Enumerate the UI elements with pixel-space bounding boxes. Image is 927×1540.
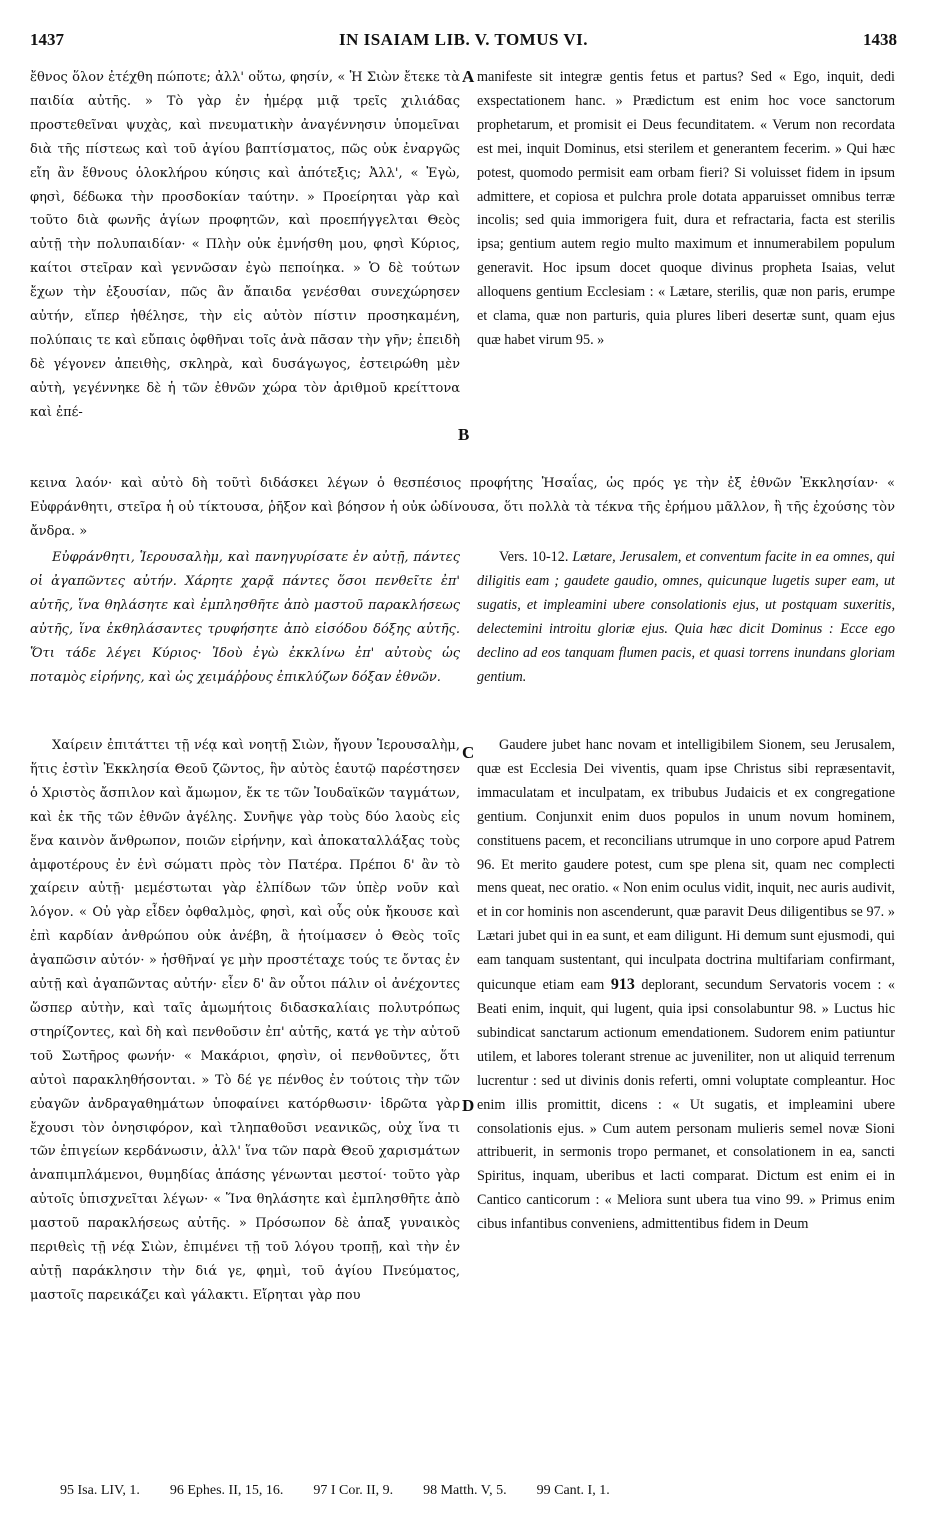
footnote: 97 I Cor. II, 9. <box>313 1483 394 1498</box>
running-header <box>30 30 897 56</box>
latin-commentary: Gaudere jubet hanc novam et intelligibilem Sionem, seu Jerusalem, quæ est Ecclesia Dei viventis, quam ipse Christus sibi repræsentavit, immaculatam et inculpatam, ex tribubus Judaicis et ex congregatione gentium. Conjunxit enim duos populos in unum novum hominem, constituens pacem, et reconcilians utrumque in uno corpore apud Patrem 96. Et merito gaudere potest, cum spe plena sit, quam nec complecti mens queat, nec oratio. « Non enim oculus vidit, inquit, nec auris audivit, et in cor hominis non ascenderunt, quæ paravit Deus diligentibus se 97. » Lætari jubet qui in ea sunt, et eam diligunt. Hi demum sunt ejusmodi, qui eam tanquam sustentant, qui inculpata doctrina multifariam confirmant, quicunque etiam eam 913 deplorant, secundum Servatoris vocem : « Beati enim, inquit, qui lugent, quia ipsi consolabuntur 98. » Luctus hic subindicat sanctarum actionum emendationem. Sudorem enim patiuntur utilem, et labores tolerant strenue ac juveniliter, non ut aliquid terrenum lucrentur : sed ut divinis donis referti, omni voluptate compleantur. Hoc enim illis promittit, dicens : « Ut sugatis, et impleamini ubere consolationis ejus. » Cum autem personam mulieris semel novæ Sioni attribuerit, in sermonis tropo permanet, et consolationem in ea, sancti Spiritus, inquam, uberibus et lacti comparat. Dictum est enim ei in Cantico canticorum : « Meliora sunt ubera tua vino 99. » Primus enim cibus infantibus conveniens, admittentibus fidem in Deum <box>477 737 895 1233</box>
column-number: 913 <box>610 976 635 994</box>
latin-text-top: manifeste sit integræ gentis fetus et partus? Sed « Ego, inquit, dedi exspectationem hanc. » Prædictum est enim hoc voce sanctorum prophetarum, et promisit ei Deus fecunditatem. « Verum non recordata est mei, inquit Dominus, etsi sterilem et generantem fecerim. » Qui hæc potest, quomodo permisit eam orbam fieri? Si voluisset fidem in ipsum admittere, et copiosa et pulchra prole dotata apparuisset omnibus terræ incolis; sed quia immorigera fuit, dura et refractaria, facta est sterilis ipsa; gentium autem regio multo maximum et innumerabilem populum generavit. Hoc ipsum docet quoque divinus propheta Isaias, velut alloquens gentium Ecclesiam : « Lætare, sterilis, quæ non paris, erumpe et clama, quæ non parturis, quia plures liberi desertæ sunt, quam ejus quæ habet virum 95. » <box>477 69 895 348</box>
verse-reference: Vers. 10-12. <box>499 549 569 565</box>
section-marker-d: D <box>462 1096 475 1115</box>
footnotes <box>60 1483 887 1499</box>
footnote: 96 Ephes. II, 15, 16. <box>169 1483 284 1498</box>
greek-commentary: Χαίρειν ἐπιτάττει τῇ νέᾳ καὶ νοητῇ Σιὼν, ἤγουν Ἱερουσαλὴμ, ἥτις ἐστὶν Ἐκκλησία Θεοῦ ζῶντος, ἣν αὐτὸς ἑαυτῷ παρέστησεν ὁ Χριστὸς ἄσπιλον καὶ ἄμωμον, ἔκ τε τῶν Ἰουδαϊκῶν ταγμάτων, καὶ ἐκ τῆς τῶν ἐθνῶν ἀγέλης. Συνῆψε γὰρ τοὺς δύο λαοὺς εἰς ἕνα καινὸν ἄνθρωπον, ποιῶν εἰρήνην, καὶ ἀποκαταλλάξας τοὺς ἀμφοτέρους ἐν ἑνὶ σώματι πρὸς τὸν Πατέρα. Πρέποι δ' ἂν τὸ χαίρειν αὐτῇ· μεμέστωται γὰρ ἐλπίδων τῶν ὑπὲρ νοῦν καὶ λόγον. « Οὐ γὰρ εἶδεν ὀφθαλμὸς, φησὶ, καὶ οὖς οὐκ ἤκουσε καὶ ἐπὶ καρδίαν ἀνθρώπου οὐκ ἀνέβη, ἃ ἡτοίμασεν ὁ Θεὸς τοῖς ἀγαπῶσιν αὐτόν· » ἡσθῆναί γε μὴν προστέταχε τούς τε ὄντας ἐν αὐτῇ καὶ ἀγαπῶντας αὐτήν· εἶεν δ' ἂν οὗτοι πάλιν οἱ ἀνέχοντες ὥσπερ αὐτὴν, καὶ ταῖς ἀμωμήτοις διδασκαλίαις πολυτρόπως στηρίζοντες, καὶ δὴ καὶ πενθοῦσιν ἐπ' αὐτῆς, κατά γε τὴν αὐτοῦ τοῦ Σωτῆρος φωνήν· « Μακάριοι, φησὶν, οἱ πενθοῦντες, ὅτι αὐτοὶ παρακληθήσονται. » Τὸ δέ γε πένθος ἐν τούτοις τὴν τῶν εὐαγῶν ἀνδραγαθημάτων ὑποφαίνει κατόρθωσιν· ἱδρῶτα γὰρ ἔχουσι τὸν ὀνησιφόρον, καὶ τληπαθοῦσι νεανικῶς, οὐχ ἵνα τι τῶν ἐπιγείων κερδάνωσιν, ἀλλ' ἵνα τῶν παρὰ Θεοῦ χαρισμάτων ἀναπιμπλάμενοι, θυμηδίας ἁπάσης γένωνται μεστοί· τοῦτο γὰρ αὐτοῖς ὑπισχνεῖται λέγων· « Ἵνα θηλάσητε καὶ ἐμπλησθῆτε ἀπὸ μαστοῦ παρακλήσεως αὐτῆς. » Πρόσωπον δὲ ἀπαξ γυναικὸς περιθεὶς τῇ νέᾳ Σιὼν, ἐπιμένει τῇ τοῦ λόγου τροπῇ, καὶ τὴν ἐν αὐτῇ παράκλησιν τὴν διά γε, φημὶ, τοῦ ἁγίου Πνεύματος, μαστοῖς παρεικάζει καὶ γάλακτι. Εἴρηται γὰρ που <box>30 738 460 1303</box>
latin-lemma: Vers. 10-12. Lætare, Jerusalem, et conventum facite in ea omnes, qui diligitis eam ; gaudete gaudio, omnes, quicunque lugetis super eam, ut sugatis, et impleamini ubere consolationis ejus, ut postquam suxeritis, delectemini introitu gloriæ ejus. Quia hæc dicit Dominus : Ecce ego declino ad eos tanquam flumen pacis, et quasi torrens inundans gloriam gentium. <box>477 549 895 685</box>
footnote: 98 Matth. V, 5. <box>423 1483 507 1498</box>
section-marker-b: B <box>458 425 470 444</box>
page-number-left: 1437 <box>30 30 64 49</box>
footnote: 95 Isa. LIV, 1. <box>60 1483 140 1498</box>
section-marker-a: A <box>462 67 475 86</box>
greek-text-top: ἔθνος ὅλον ἐτέχθη πώποτε; ἀλλ' οὕτω, φησίν, « Ἡ Σιὼν ἔτεκε τὰ παιδία αὐτῆς. » Τὸ γὰρ ἐν ἡμέρᾳ μιᾷ τρεῖς χιλιάδας προστεθεῖναι ψυχὰς, καὶ πνευματικὴν ἀναγέννησιν ὑπομεῖναι διὰ τῆς πίστεως καὶ τοῦ ἁγίου βαπτίσματος, πῶς οὐκ ἐναργῶς εἴη ἂν ἔθνους ὁλοκλήρου κύησις καὶ ἀπότεξις; Ἀλλ', « Ἐγὼ, φησὶ, δέδωκα τὴν προσδοκίαν ταύτην. » Προείρηται γὰρ καὶ τοῦτο διὰ φωνῆς ἁγίων προφητῶν, καὶ προεπήγγελται Θεὸς αὐτῇ τὴν πολυπαιδίαν· « Πλὴν οὐκ ἐμνήσθη μου, φησὶ Κύριος, καίτοι στεῖραν καὶ γεννῶσαν ἐγὼ πεποίηκα. » Ὁ δὲ τούτων ἔχων τὴν ἐξουσίαν, πῶς ἂν ἄπαιδα γενέσθαι συνεχώρησεν αὐτήν, εἴπερ ἠθέλησε, τὴν εἰς αὐτὸν πίστιν προσηκαμένη, πολύπαις τε καὶ εὔπαις ὀφθῆναι τοῖς ἀνὰ πᾶσαν τὴν γῆν; ἐπειδὴ δὲ γέγονεν ἀπειθὴς, σκληρὰ, καὶ δυσάγωγος, ἐστειρώθη μὲν αὐτὴ, γεγέννηκε δὲ ἡ τῶν ἐθνῶν χώρα τὸν ἀριθμοῦ κρείττονα καὶ ἐπέ- <box>30 70 460 420</box>
running-title: IN ISAIAM LIB. V. TOMUS VI. <box>338 30 589 49</box>
page-number-right: 1438 <box>863 30 897 49</box>
greek-text-span: κεινα λαόν· καὶ αὐτὸ δὴ τοῦτὶ διδάσκει λέγων ὁ θεσπέσιος προφήτης Ἡσαΐας, ὡς πρός γε τὴν ἐξ ἐθνῶν Ἐκκλησίαν· « Εὐφράνθητι, στεῖρα ἡ οὐ τίκτουσα, ῥῆξον καὶ βόησον ἡ οὐκ ὠδίνουσα, ὅτι πολλὰ τὰ τέκνα τῆς ἐρήμου μᾶλλον, ἢ τῆς ἐχούσης τὸν ἄνδρα. » <box>30 476 895 539</box>
section-marker-c: C <box>462 743 475 762</box>
footnote: 99 Cant. I, 1. <box>536 1483 610 1498</box>
greek-lemma: Εὐφράνθητι, Ἱερουσαλὴμ, καὶ πανηγυρίσατε ἐν αὐτῇ, πάντες οἱ ἀγαπῶντες αὐτήν. Χάρητε χαρᾷ πάντες ὅσοι πενθεῖτε ἐπ' αὐτῆς, ἵνα θηλάσητε καὶ ἐμπλησθῆτε ἀπὸ μαστοῦ παρακλήσεως αὐτῆς, ἵνα ἐκθηλάσαντες τρυφήσητε ἀπὸ εἰσόδου δόξης αὐτῆς. Ὅτι τάδε λέγει Κύριος· Ἰδοὺ ἐγὼ ἐκκλίνω ἐπ' αὐτοὺς ὡς ποταμὸς εἰρήνης, καὶ ὡς χειμάῤῥους ἐπικλύζων δόξαν ἐθνῶν. <box>30 550 460 685</box>
